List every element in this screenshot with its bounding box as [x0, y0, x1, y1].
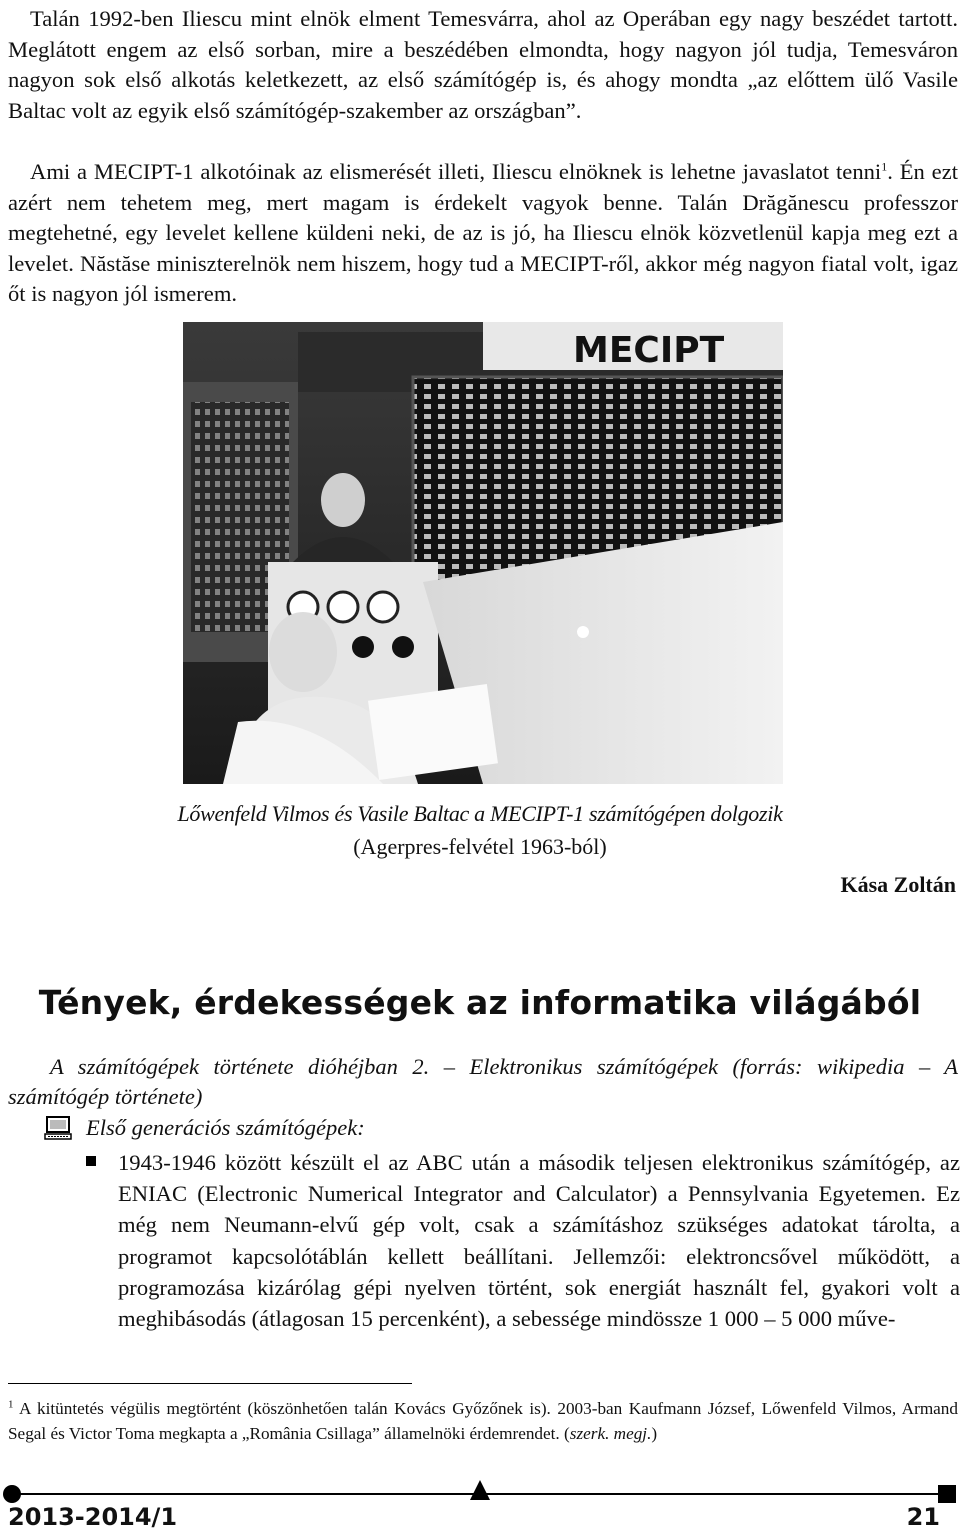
footnote-divider [8, 1383, 412, 1384]
footnote: $^1$ A kitüntetés végülis megtörtént (köszönhetően talán Kovács Győzőnek is). 2003-ban Kaufmann József, Lőwenfeld Vilmos, Armand Segal és Victor Toma megkapta a „România Csillaga” államelnöki érdemrendet. (szerk. megj.) [8, 1398, 958, 1443]
article-subtitle: A számítógépek története dióhéjban 2. – Elektronikus számítógépek (forrás: wikipedia – A számítógép története) [8, 1054, 958, 1109]
mecipt-photo [183, 322, 783, 784]
standing-man [321, 473, 365, 527]
section-heading [44, 1115, 365, 1141]
list-item [118, 1147, 960, 1334]
paper-sheets [368, 684, 498, 780]
photo-credit: (Agerpres-felvétel 1963-ból) [353, 834, 607, 859]
issue-number: 2013-2014/1 [8, 1503, 178, 1531]
section-heading-text: Első generációs számítógépek: [86, 1115, 365, 1140]
page-number: 21 [906, 1503, 940, 1531]
intro-paragraph-2: Ami a MECIPT-1 alkotóinak az elismerését illeti, Iliescu elnöknek is lehetne javaslatot tenni$^1$. Én ezt azért nem tehetem meg, mert magam is érdekelt vagyok benne. Talán Drăgănescu professzor megtehetné, egy levelet kellene küldeni neki, de az is jó, ha Iliescu elnök közvetlenül kapja meg ezt a levelet. Năstăse miniszterelnök nem hiszem, hogy tud a MECIPT-ről, akkor még nagyon fiatal volt, igaz őt is nagyon jól ismerem. [8, 159, 958, 306]
triangle-marker-icon [470, 1480, 490, 1500]
photo-illustration [183, 322, 783, 784]
square-bullet-icon [86, 1156, 96, 1166]
article-author: Kása Zoltán [840, 872, 956, 897]
seated-man [269, 612, 337, 692]
intro-paragraph-1: Talán 1992-ben Iliescu mint elnök elment Temesvárra, ahol az Operában egy nagy beszédet tartott. Meglátott engem az első sorban, mire a beszédében elmondta, hogy nagyon jól tudja, Temesváron nagyon sok első alkotás keletkezett, az első számítógép is, és ahogy mondta „az előttem ülő Vasile Baltac volt az egyik első számítógép-szakember az országban”. [8, 6, 958, 123]
computer-icon [44, 1116, 72, 1140]
sign-text: MECIPT [573, 330, 725, 371]
square-marker-icon [938, 1485, 956, 1503]
footnote-ref[interactable]: 1 [881, 159, 888, 174]
article-title: Tények, érdekességek az informatika világából [38, 983, 922, 1022]
circle-marker-icon [3, 1485, 21, 1503]
photo-caption: Lőwenfeld Vilmos és Vasile Baltac a MECIPT-1 számítógépen dolgozik [177, 801, 783, 826]
footer-ornament [0, 1468, 960, 1508]
list-item-text: 1943-1946 között készült el az ABC után a második teljesen elektronikus számítógép, az ENIAC (Electronic Numerical Integrator and Calculator) a Pennsylvania Egyetemen. Ez még nem Neumann-elvű gép volt, csak a számításhoz szükséges adatokat tárolta, a programot kapcsolótáblán kellett beállítani. Jellemzői: elektroncsővel működött, a programozása kizárólag gépi nyelven történt, sok energiát használt fel, gyakori volt a meghibásodás (átlagosan 15 percenként), a sebessége mindössze 1 000 – 5 000 műve- [118, 1150, 960, 1332]
